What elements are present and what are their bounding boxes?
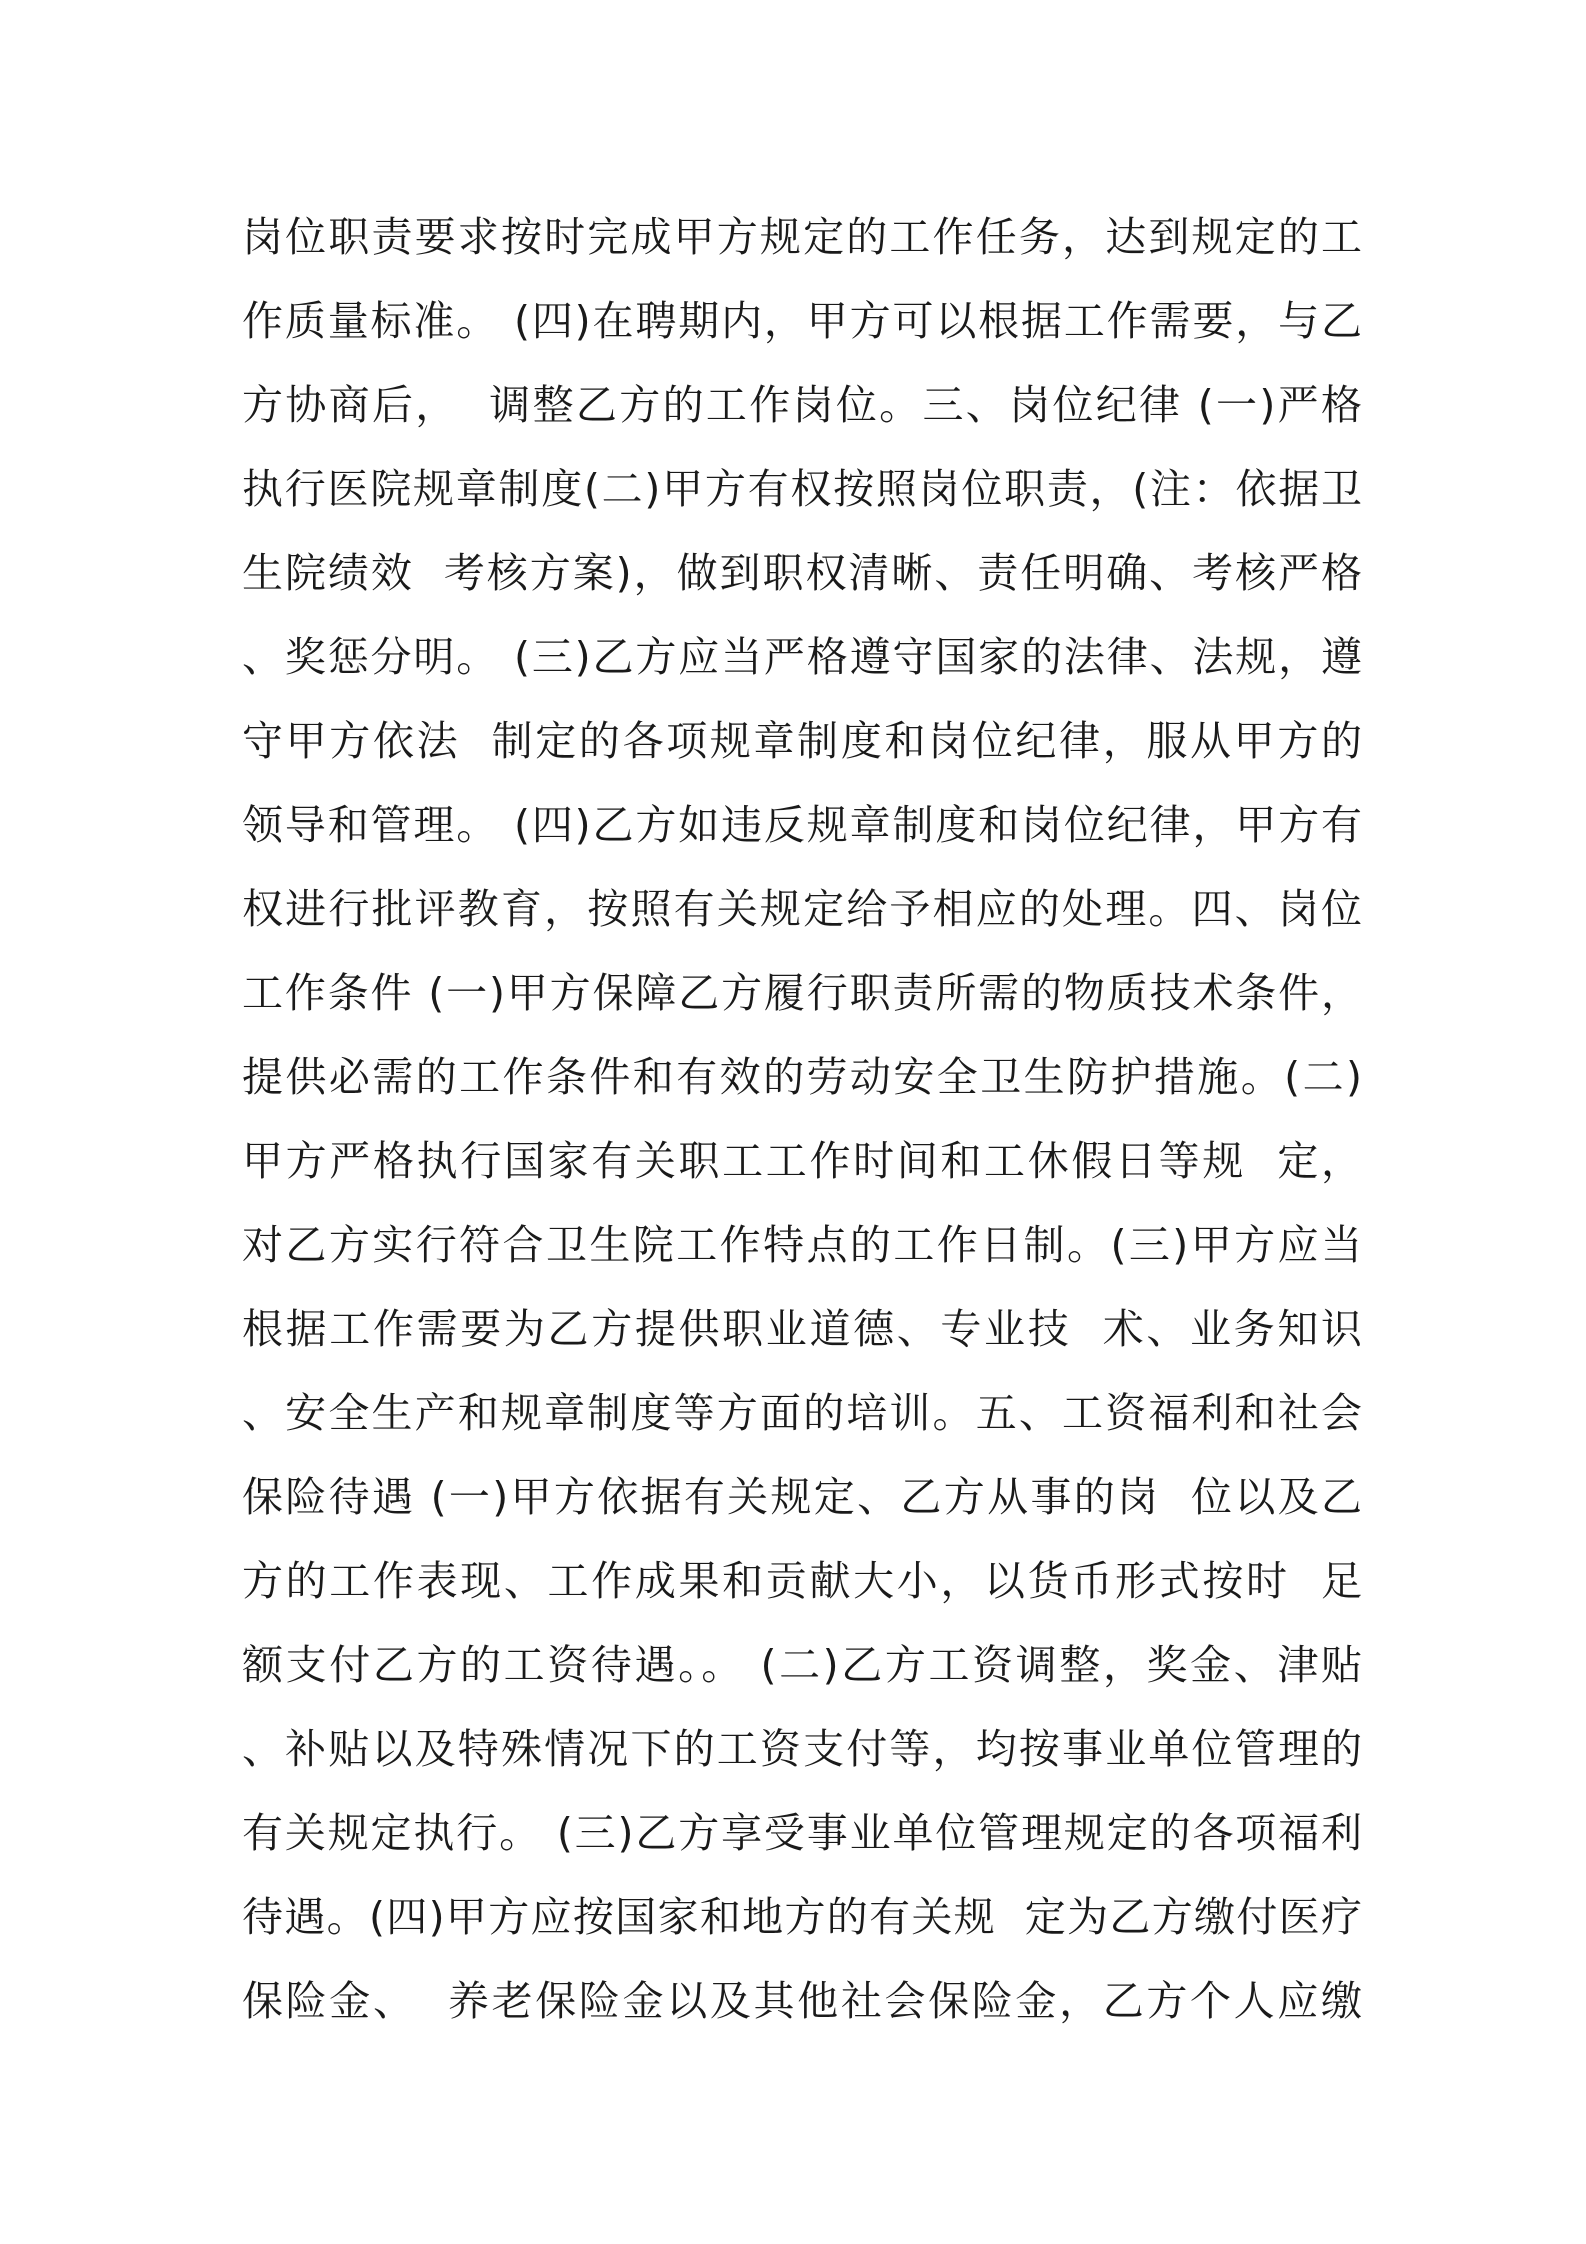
- text-line: 、补贴以及特殊情况下的工资支付等，均按事业单位管理的: [242, 1725, 1362, 1773]
- text-line: 工作条件 (一)甲方保障乙方履行职责所需的物质技术条件，: [242, 969, 1362, 1017]
- text-line: 保险金、 养老保险金以及其他社会保险金，乙方个人应缴: [242, 1977, 1362, 2025]
- text-line: 甲方严格执行国家有关职工工作时间和工休假日等规 定，: [242, 1137, 1362, 1185]
- text-line: 守甲方依法 制定的各项规章制度和岗位纪律，服从甲方的: [242, 717, 1362, 765]
- text-line: 待遇。(四)甲方应按国家和地方的有关规 定为乙方缴付医疗: [242, 1893, 1362, 1941]
- text-line: 额支付乙方的工资待遇。。 (二)乙方工资调整，奖金、津贴: [242, 1641, 1362, 1689]
- text-line: 岗位职责要求按时完成甲方规定的工作任务，达到规定的工: [242, 213, 1362, 261]
- text-line: 、安全生产和规章制度等方面的培训。五、工资福利和社会: [242, 1389, 1362, 1437]
- body-text: [242, 195, 1362, 2043]
- text-line: 保险待遇 (一)甲方依据有关规定、乙方从事的岗 位以及乙: [242, 1473, 1362, 1521]
- text-line: 对乙方实行符合卫生院工作特点的工作日制。(三)甲方应当: [242, 1221, 1362, 1269]
- text-line: 方的工作表现、工作成果和贡献大小，以货币形式按时 足: [242, 1557, 1362, 1605]
- text-line: 生院绩效 考核方案)，做到职权清晰、责任明确、考核严格: [242, 549, 1362, 597]
- text-line: 执行医院规章制度(二)甲方有权按照岗位职责，(注：依据卫: [242, 465, 1362, 513]
- text-line: 方协商后， 调整乙方的工作岗位。三、岗位纪律 (一)严格: [242, 381, 1362, 429]
- text-line: 作质量标准。 (四)在聘期内，甲方可以根据工作需要，与乙: [242, 297, 1362, 345]
- text-line: 领导和管理。 (四)乙方如违反规章制度和岗位纪律，甲方有: [242, 801, 1362, 849]
- text-line: 提供必需的工作条件和有效的劳动安全卫生防护措施。(二): [242, 1053, 1362, 1101]
- text-line: 、奖惩分明。 (三)乙方应当严格遵守国家的法律、法规，遵: [242, 633, 1362, 681]
- text-line: 根据工作需要为乙方提供职业道德、专业技 术、业务知识: [242, 1305, 1362, 1353]
- text-line: 有关规定执行。 (三)乙方享受事业单位管理规定的各项福利: [242, 1809, 1362, 1857]
- text-line: 权进行批评教育，按照有关规定给予相应的处理。四、岗位: [242, 885, 1362, 933]
